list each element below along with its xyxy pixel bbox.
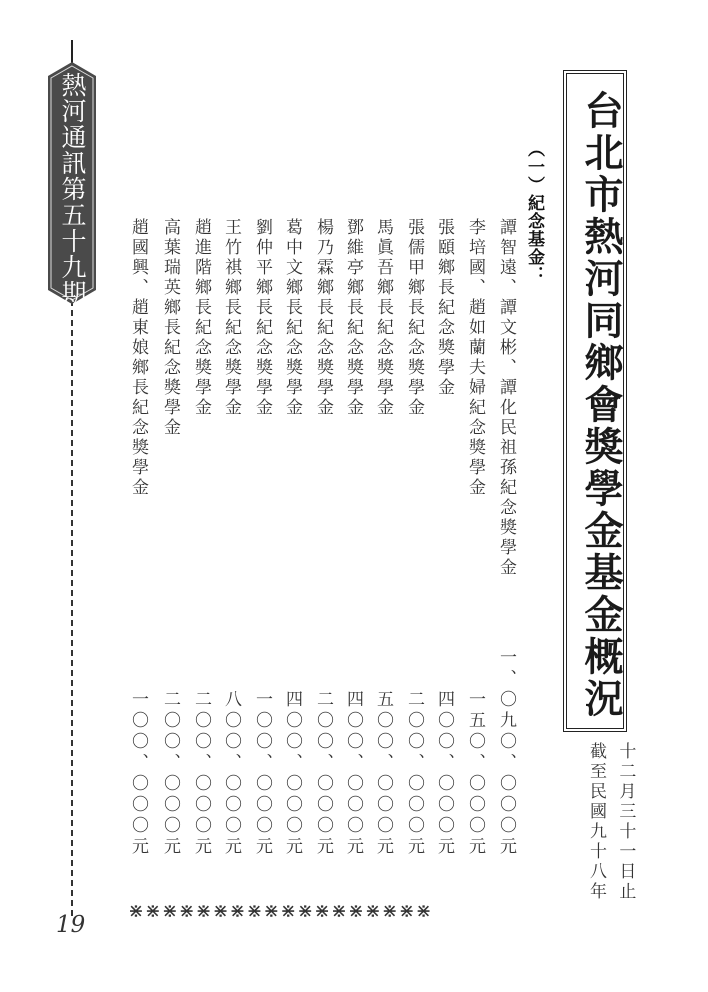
fund-row — [310, 218, 336, 858]
fund-row — [462, 218, 488, 858]
fund-name: 楊乃霖鄉長紀念獎學金 — [313, 218, 333, 418]
side-banner — [48, 62, 96, 304]
fund-amount: 一〇〇、〇〇〇元 — [128, 690, 148, 858]
fund-row — [340, 218, 366, 858]
page-number: 19 — [56, 912, 86, 938]
date-note — [585, 742, 635, 908]
star-separator: ⋇⋇⋇⋇⋇⋇⋇⋇⋇⋇⋇⋇⋇⋇⋇⋇⋇⋇ — [128, 900, 433, 922]
title-box — [563, 70, 627, 732]
fund-name: 鄧維亭鄉長紀念獎學金 — [343, 218, 363, 418]
fund-amount: 五〇〇、〇〇〇元 — [373, 690, 393, 858]
date-note-line-2: 十二月三十一日止 — [615, 742, 636, 902]
fund-row — [125, 218, 151, 858]
date-note-line-1: 截至民國九十八年 — [586, 742, 606, 902]
fund-row — [218, 218, 244, 858]
fund-row — [157, 218, 183, 858]
fund-name: 趙進階鄉長紀念獎學金 — [191, 218, 211, 418]
fund-name: 馬眞吾鄉長紀念獎學金 — [373, 218, 393, 418]
fund-amount: 二〇〇、〇〇〇元 — [160, 690, 180, 858]
fund-row — [188, 218, 214, 858]
fund-amount: 一〇〇、〇〇〇元 — [252, 690, 272, 858]
fund-amount: 四〇〇、〇〇〇元 — [343, 690, 363, 858]
fund-amount: 二〇〇、〇〇〇元 — [191, 690, 211, 858]
fund-amount: 一、〇九〇、〇〇〇元 — [496, 648, 516, 858]
fund-amount: 四〇〇、〇〇〇元 — [434, 690, 454, 858]
fund-amount: 二〇〇、〇〇〇元 — [404, 690, 424, 858]
fund-name: 張儒甲鄉長紀念獎學金 — [404, 218, 424, 418]
fund-name: 高葉瑞英鄉長紀念獎學金 — [160, 218, 180, 438]
fund-name: 劉仲平鄉長紀念獎學金 — [252, 218, 272, 418]
fund-row — [401, 218, 427, 858]
fund-name: 趙國興、趙東娘鄉長紀念獎學金 — [128, 218, 148, 498]
fund-name: 譚智遠、譚文彬、譚化民祖孫紀念獎學金 — [496, 218, 516, 578]
fund-row — [249, 218, 275, 858]
section-heading: （一）紀念基金： — [524, 140, 544, 284]
fund-name: 李培國、趙如蘭夫婦紀念獎學金 — [465, 218, 485, 498]
fund-name: 王竹祺鄉長紀念獎學金 — [221, 218, 241, 418]
fund-amount: 八〇〇、〇〇〇元 — [221, 690, 241, 858]
fund-name: 葛中文鄉長紀念獎學金 — [282, 218, 302, 418]
fund-row — [279, 218, 305, 858]
fund-row — [493, 218, 519, 858]
fund-amount: 一五〇、〇〇〇元 — [465, 690, 485, 858]
page-title: 台北市熱河同鄉會獎學金基金概況 — [578, 90, 624, 720]
banner-text: 熱河通訊第五十九期 — [58, 72, 87, 306]
fund-name: 張頤鄉長紀念獎學金 — [434, 218, 454, 398]
fund-amount: 二〇〇、〇〇〇元 — [313, 690, 333, 858]
fund-row — [431, 218, 457, 858]
fund-row — [370, 218, 396, 858]
fund-amount: 四〇〇、〇〇〇元 — [282, 690, 302, 858]
